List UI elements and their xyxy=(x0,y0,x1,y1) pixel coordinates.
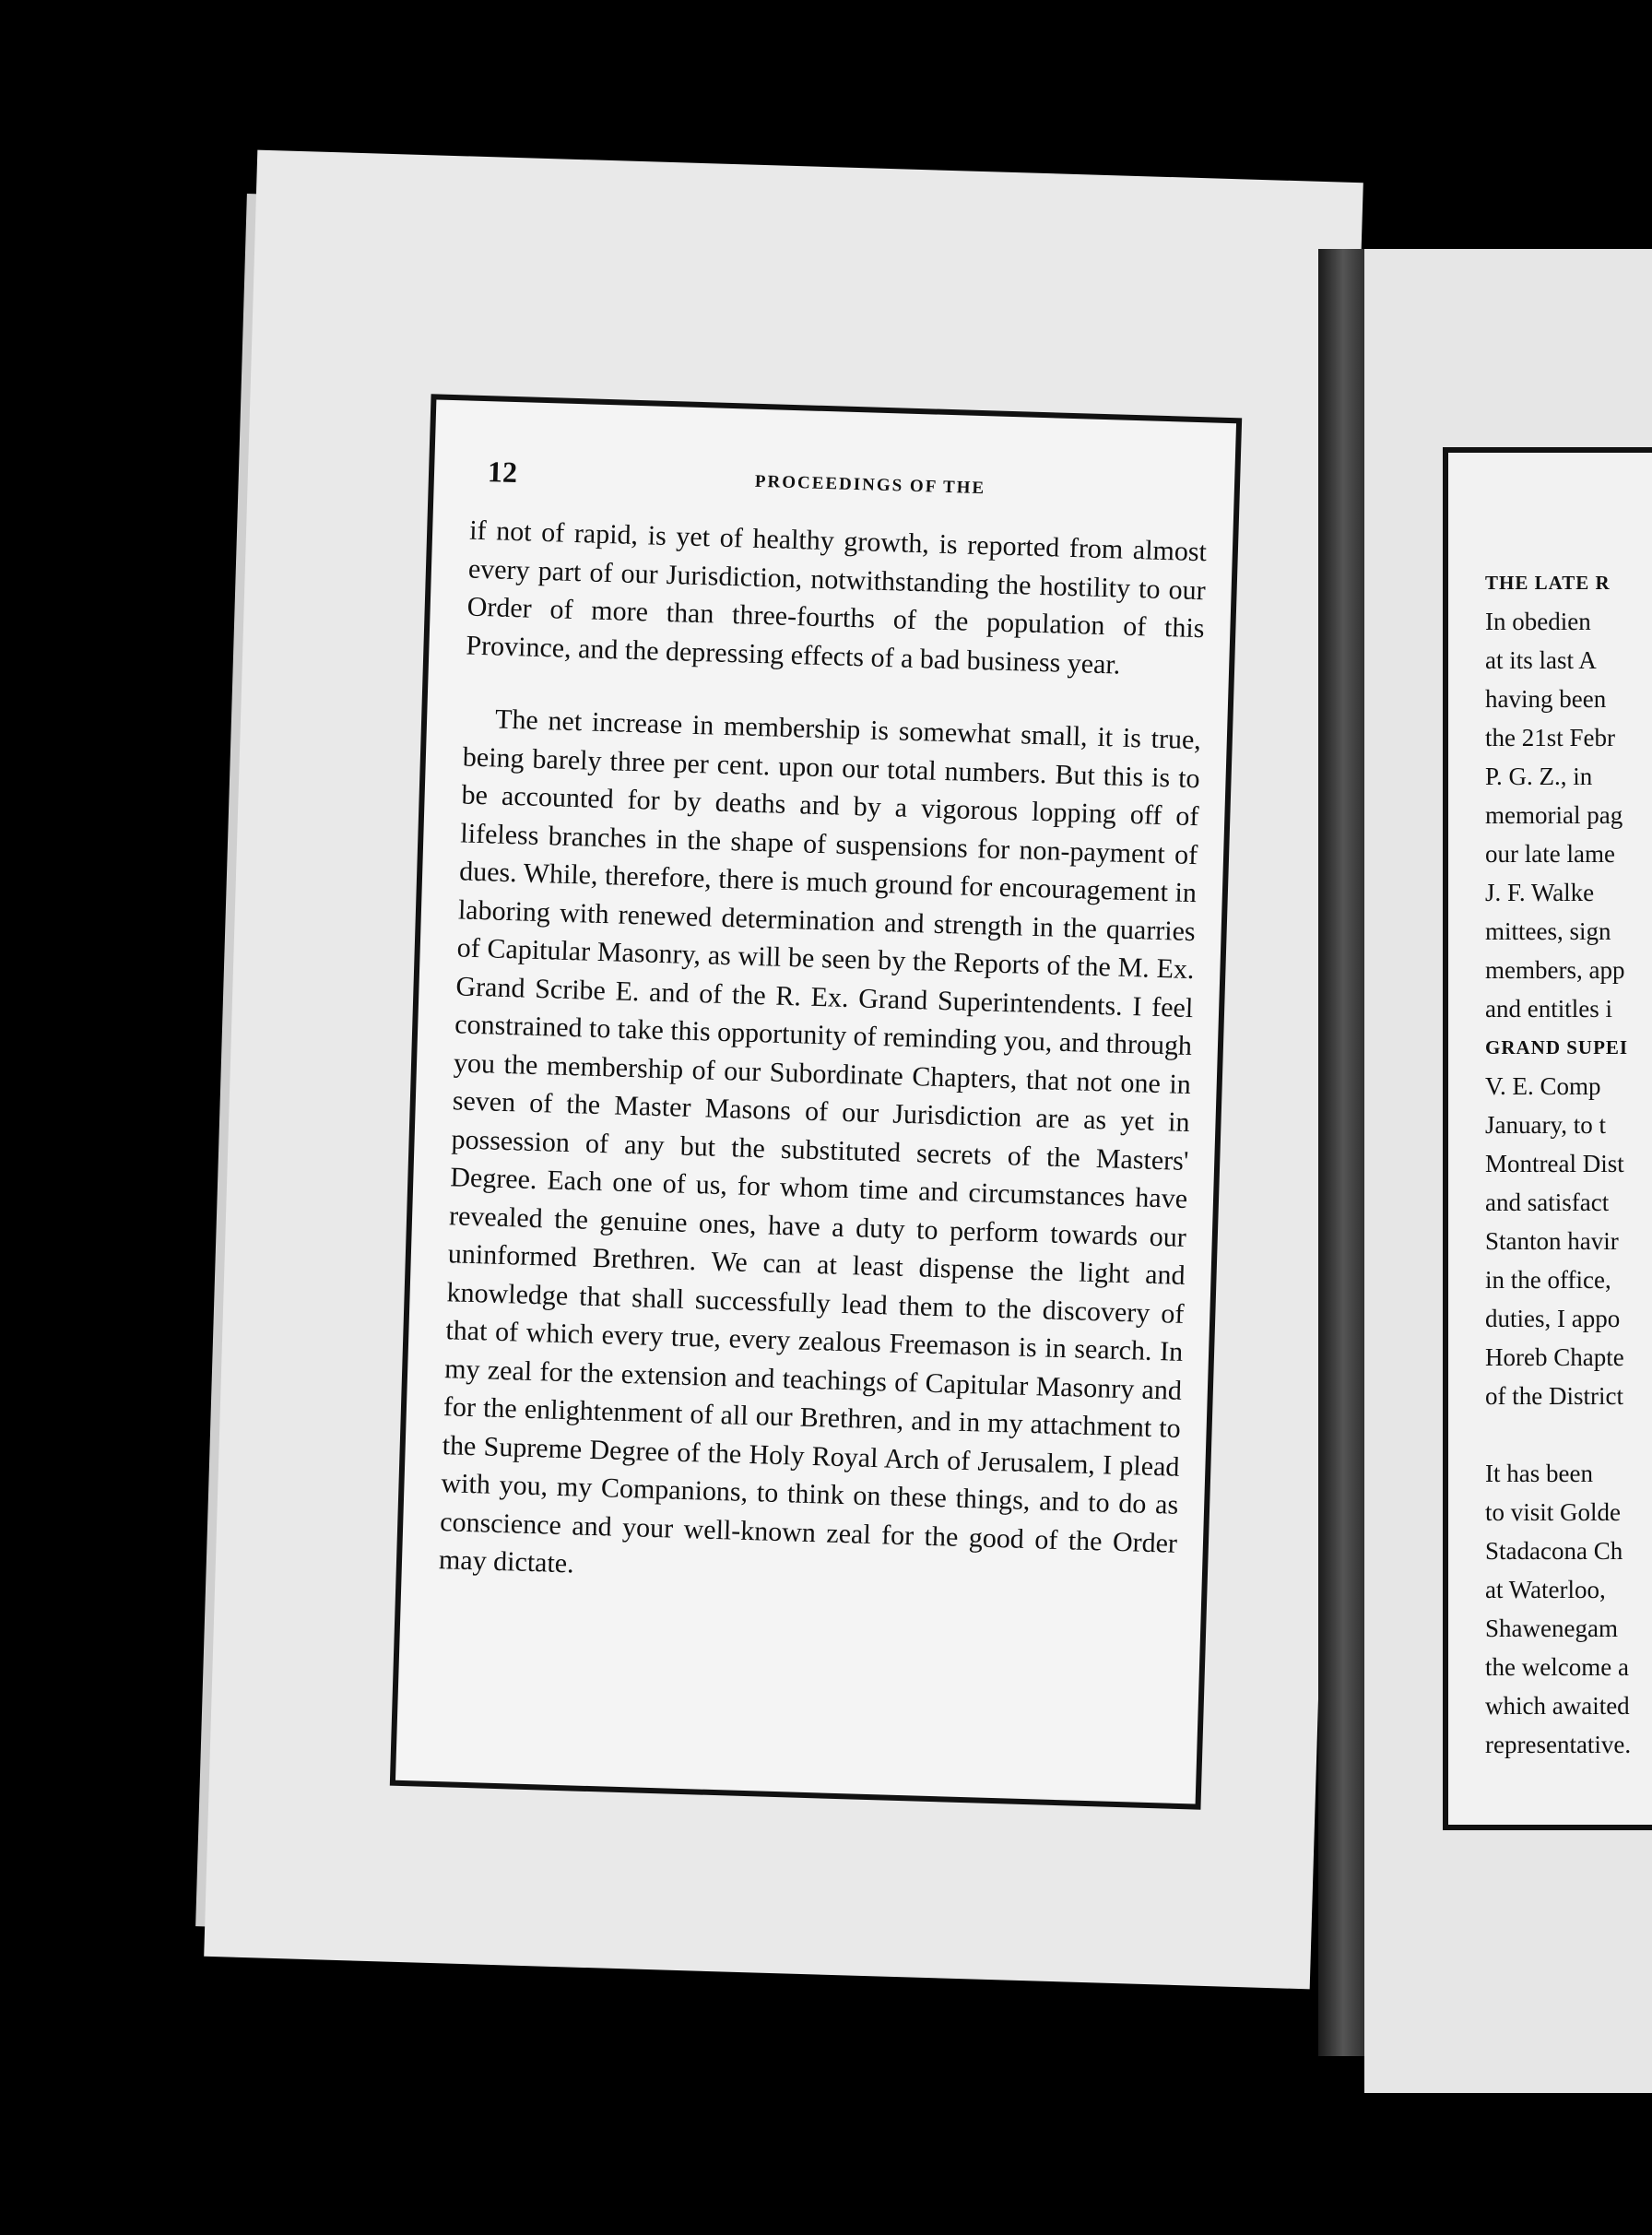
text-line: P. G. Z., in xyxy=(1485,763,1593,790)
text-line: Horeb Chapte xyxy=(1485,1343,1624,1371)
text-line: members, app xyxy=(1485,956,1625,984)
page-header xyxy=(487,455,1198,513)
right-page-text xyxy=(1485,563,1652,1764)
paragraph-gap xyxy=(1485,1415,1652,1454)
body-text xyxy=(438,512,1207,1602)
paragraph-1: if not of rapid, is yet of healthy growth, is reported from almost every part of our Jurisdiction, notwithstanding the hostility to our Order of more than three-fourths of the population of this Province, and the depressing effects of a bad business year. xyxy=(466,514,1208,680)
text-line: duties, I appo xyxy=(1485,1305,1621,1332)
section-heading: THE LATE R xyxy=(1485,572,1611,594)
text-line: at Waterloo, xyxy=(1485,1576,1606,1603)
left-page-frame xyxy=(390,394,1242,1809)
text-line: Montreal Dist xyxy=(1485,1150,1624,1177)
text-line: V. E. Comp xyxy=(1485,1072,1601,1100)
text-line: at its last A xyxy=(1485,646,1597,674)
text-line: Stanton havir xyxy=(1485,1227,1619,1255)
text-line: memorial pag xyxy=(1485,801,1623,829)
text-line: In obedien xyxy=(1485,608,1591,635)
text-line: and entitles i xyxy=(1485,995,1612,1023)
text-line: the 21st Febr xyxy=(1485,724,1615,751)
text-line: It has been xyxy=(1485,1460,1593,1487)
paragraph-2: The net increase in membership is somewhat small, it is true, being barely three per cent. upon our total numbers. But this is to be accounted for by deaths and by a vigorous lopping off of lifeless branches in the shape of suspensions for non-payment of dues. While, therefore, there is much ground for encouragement in laboring with renewed determination and strength in the quarries of Capitular Masonry, as will be seen by the Reports of the M. Ex. Grand Scribe E. and of the R. Ex. Grand Superintendents. I feel constrained to take this opportunity of reminding you, and through you the membership of our Subordinate Chapters, that not one in seven of the Master Masons of our Jurisdiction are as yet in possession of any but the substituted secrets of the Masters' Degree. Each one of us, for whom time and circumstances have revealed the genuine ones, have a duty to perform towards our uninformed Brethren. We can at least dispense the light and knowledge that shall successfully lead them to the discovery of that of which every true, every zealous Freemason is in search. In my zeal for the extension and teachings of Capitular Masonry and for the enlightenment of all our Brethren, and in my attachment to the Supreme Degree of the Holy Royal Arch of Jerusalem, I plead with you, my Companions, to think on these things, and to do as conscience and your well-known zeal for the good of the Order may dictate. xyxy=(438,704,1202,1579)
text-line: J. F. Walke xyxy=(1485,879,1595,906)
text-line: our late lame xyxy=(1485,840,1615,868)
text-line: of the District xyxy=(1485,1382,1623,1410)
text-line: having been xyxy=(1485,685,1607,713)
text-line: mittees, sign xyxy=(1485,917,1611,945)
running-head: PROCEEDINGS OF THE xyxy=(754,471,986,499)
text-line: representative. xyxy=(1485,1731,1632,1758)
section-heading: GRAND SUPEI xyxy=(1485,1036,1629,1058)
text-line: and satisfact xyxy=(1485,1188,1610,1216)
text-line: in the office, xyxy=(1485,1266,1611,1294)
text-line: the welcome a xyxy=(1485,1653,1629,1681)
page-number: 12 xyxy=(487,455,518,490)
text-line: Stadacona Ch xyxy=(1485,1537,1623,1565)
text-line: Shawenegam xyxy=(1485,1614,1618,1642)
text-line: to visit Golde xyxy=(1485,1498,1621,1526)
text-line: which awaited xyxy=(1485,1692,1630,1720)
right-page-frame xyxy=(1443,447,1652,1830)
text-line: January, to t xyxy=(1485,1111,1606,1139)
